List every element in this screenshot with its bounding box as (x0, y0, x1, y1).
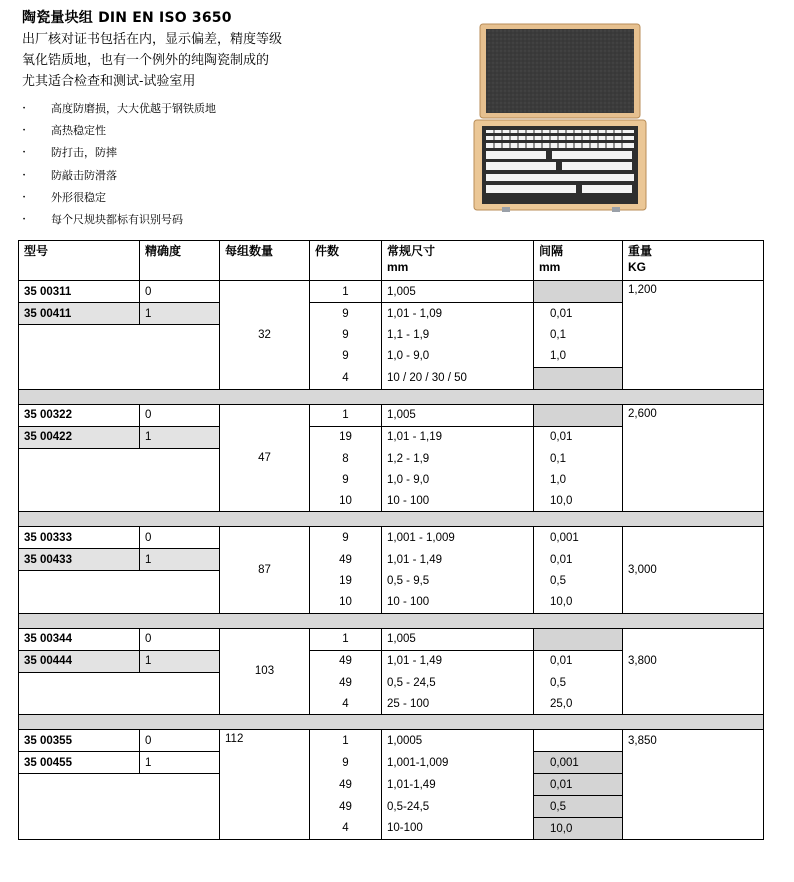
size-range: 25 - 100 (382, 693, 534, 715)
table-row (19, 730, 764, 752)
header-size-label: 常规尺寸 (387, 244, 436, 258)
intro-line: 氧化锆质地，也有一个例外的纯陶瓷制成的 (22, 53, 270, 68)
step: 0,5 (534, 672, 623, 693)
size-range: 1,0 - 9,0 (382, 469, 534, 490)
step: 0,5 (534, 796, 623, 818)
header-pieces: 件数 (310, 241, 382, 281)
size-range: 0,5-24,5 (382, 796, 534, 818)
pieces: 9 (310, 303, 382, 325)
group-separator (19, 613, 764, 628)
header-weight (623, 241, 764, 281)
header-row (19, 241, 764, 281)
header-step (534, 241, 623, 281)
model-code: 35 00333 (19, 527, 140, 549)
table-row (19, 752, 764, 774)
step (534, 404, 623, 426)
size-range: 1,2 - 1,9 (382, 448, 534, 469)
set-count: 47 (220, 404, 310, 512)
step: 10,0 (534, 818, 623, 840)
size-range: 1,005 (382, 404, 534, 426)
grade: 1 (140, 752, 220, 774)
set-count: 103 (220, 628, 310, 715)
pieces: 1 (310, 281, 382, 303)
header-step-label: 间隔 (539, 244, 564, 258)
intro-line: 尤其适合检查和测试-试验室用 (22, 74, 196, 89)
step: 0,01 (534, 303, 623, 325)
size-range: 10 / 20 / 30 / 50 (382, 367, 534, 389)
step: 10,0 (534, 592, 623, 614)
size-range: 1,1 - 1,9 (382, 325, 534, 346)
size-range: 1,01-1,49 (382, 774, 534, 796)
step (534, 281, 623, 303)
pieces: 49 (310, 796, 382, 818)
step: 0,1 (534, 325, 623, 346)
model-code: 35 00322 (19, 404, 140, 426)
header-weight-label: 重量 (628, 244, 653, 258)
size-range: 0,5 - 24,5 (382, 672, 534, 693)
step: 25,0 (534, 693, 623, 715)
pieces: 9 (310, 469, 382, 490)
weight: 3,000 (623, 527, 764, 614)
pieces: 9 (310, 325, 382, 346)
model-code: 35 00444 (19, 650, 140, 672)
pieces: 4 (310, 818, 382, 840)
weight: 2,600 (623, 404, 764, 512)
size-range: 1,001 - 1,009 (382, 527, 534, 549)
pieces: 10 (310, 490, 382, 512)
step (534, 367, 623, 389)
size-range: 1,005 (382, 628, 534, 650)
model-code: 35 00311 (19, 281, 140, 303)
weight: 3,800 (623, 628, 764, 715)
feature-item: · 高热稳定性 (22, 120, 216, 142)
gauge-block-table (18, 240, 764, 840)
feature-item: · 每个尺规块都标有识别号码 (22, 209, 216, 231)
size-range: 0,5 - 9,5 (382, 571, 534, 592)
size-range: 1,0005 (382, 730, 534, 752)
table-row (19, 281, 764, 303)
set-count: 112 (220, 730, 310, 840)
page-title: 陶瓷量块组 DIN EN ISO 3650 (22, 10, 232, 26)
grade: 1 (140, 426, 220, 448)
pieces: 10 (310, 592, 382, 614)
step: 1,0 (534, 346, 623, 368)
pieces: 1 (310, 628, 382, 650)
header-grade: 精确度 (140, 241, 220, 281)
pieces: 49 (310, 774, 382, 796)
size-range: 1,01 - 1,19 (382, 426, 534, 448)
grade: 0 (140, 281, 220, 303)
size-range: 1,01 - 1,09 (382, 303, 534, 325)
blank-cell (19, 448, 220, 512)
blank-cell (19, 325, 220, 390)
step: 1,0 (534, 469, 623, 490)
group-separator (19, 715, 764, 730)
step: 0,01 (534, 549, 623, 571)
step: 0,01 (534, 774, 623, 796)
table-row (19, 527, 764, 549)
step: 0,1 (534, 448, 623, 469)
step: 0,001 (534, 527, 623, 549)
blank-cell (623, 752, 764, 840)
size-range: 1,01 - 1,49 (382, 650, 534, 672)
model-code: 35 00455 (19, 752, 140, 774)
model-code: 35 00355 (19, 730, 140, 752)
header-model: 型号 (19, 241, 140, 281)
set-count: 32 (220, 281, 310, 390)
feature-item: · 防打击，防摔 (22, 142, 216, 164)
group-separator (19, 512, 764, 527)
header-step-unit: mm (539, 260, 561, 274)
header-size (382, 241, 534, 281)
pieces: 8 (310, 448, 382, 469)
size-range: 10 - 100 (382, 592, 534, 614)
step (534, 628, 623, 650)
table-row (19, 404, 764, 426)
size-range: 1,001-1,009 (382, 752, 534, 774)
size-range: 10 - 100 (382, 490, 534, 512)
group-separator (19, 389, 764, 404)
set-count: 87 (220, 527, 310, 614)
table-row (19, 628, 764, 650)
grade: 0 (140, 404, 220, 426)
pieces: 49 (310, 549, 382, 571)
step (534, 730, 623, 752)
step: 0,01 (534, 650, 623, 672)
blank-cell (19, 672, 220, 715)
model-code: 35 00411 (19, 303, 140, 325)
size-range: 1,01 - 1,49 (382, 549, 534, 571)
weight: 3,850 (623, 730, 764, 752)
intro-text (22, 29, 282, 92)
pieces: 4 (310, 367, 382, 389)
intro-line: 出厂核对证书包括在内，显示偏差，精度等级 (22, 32, 283, 47)
step: 0,01 (534, 426, 623, 448)
weight: 1,200 (623, 281, 764, 390)
size-range: 1,0 - 9,0 (382, 346, 534, 368)
pieces: 4 (310, 693, 382, 715)
grade: 1 (140, 549, 220, 571)
grade: 1 (140, 650, 220, 672)
model-code: 35 00422 (19, 426, 140, 448)
pieces: 9 (310, 527, 382, 549)
feature-item: · 防敲击防滑落 (22, 165, 216, 187)
blank-cell (19, 571, 220, 614)
model-code: 35 00433 (19, 549, 140, 571)
feature-item: · 高度防磨损，大大优越于钢铁质地 (22, 98, 216, 120)
size-range: 1,005 (382, 281, 534, 303)
pieces: 49 (310, 650, 382, 672)
step: 0,5 (534, 571, 623, 592)
gauge-block-case-image (472, 22, 650, 214)
pieces: 49 (310, 672, 382, 693)
pieces: 9 (310, 346, 382, 368)
pieces: 19 (310, 426, 382, 448)
header-count: 每组数量 (220, 241, 310, 281)
grade: 0 (140, 730, 220, 752)
pieces: 19 (310, 571, 382, 592)
pieces: 9 (310, 752, 382, 774)
feature-list (22, 98, 216, 231)
step: 0,001 (534, 752, 623, 774)
feature-item: · 外形很稳定 (22, 187, 216, 209)
header-weight-unit: KG (628, 260, 646, 274)
grade: 0 (140, 628, 220, 650)
pieces: 1 (310, 404, 382, 426)
grade: 0 (140, 527, 220, 549)
header-size-unit: mm (387, 260, 409, 274)
model-code: 35 00344 (19, 628, 140, 650)
step: 10,0 (534, 490, 623, 512)
blank-cell (19, 774, 220, 840)
pieces: 1 (310, 730, 382, 752)
size-range: 10-100 (382, 818, 534, 840)
grade: 1 (140, 303, 220, 325)
